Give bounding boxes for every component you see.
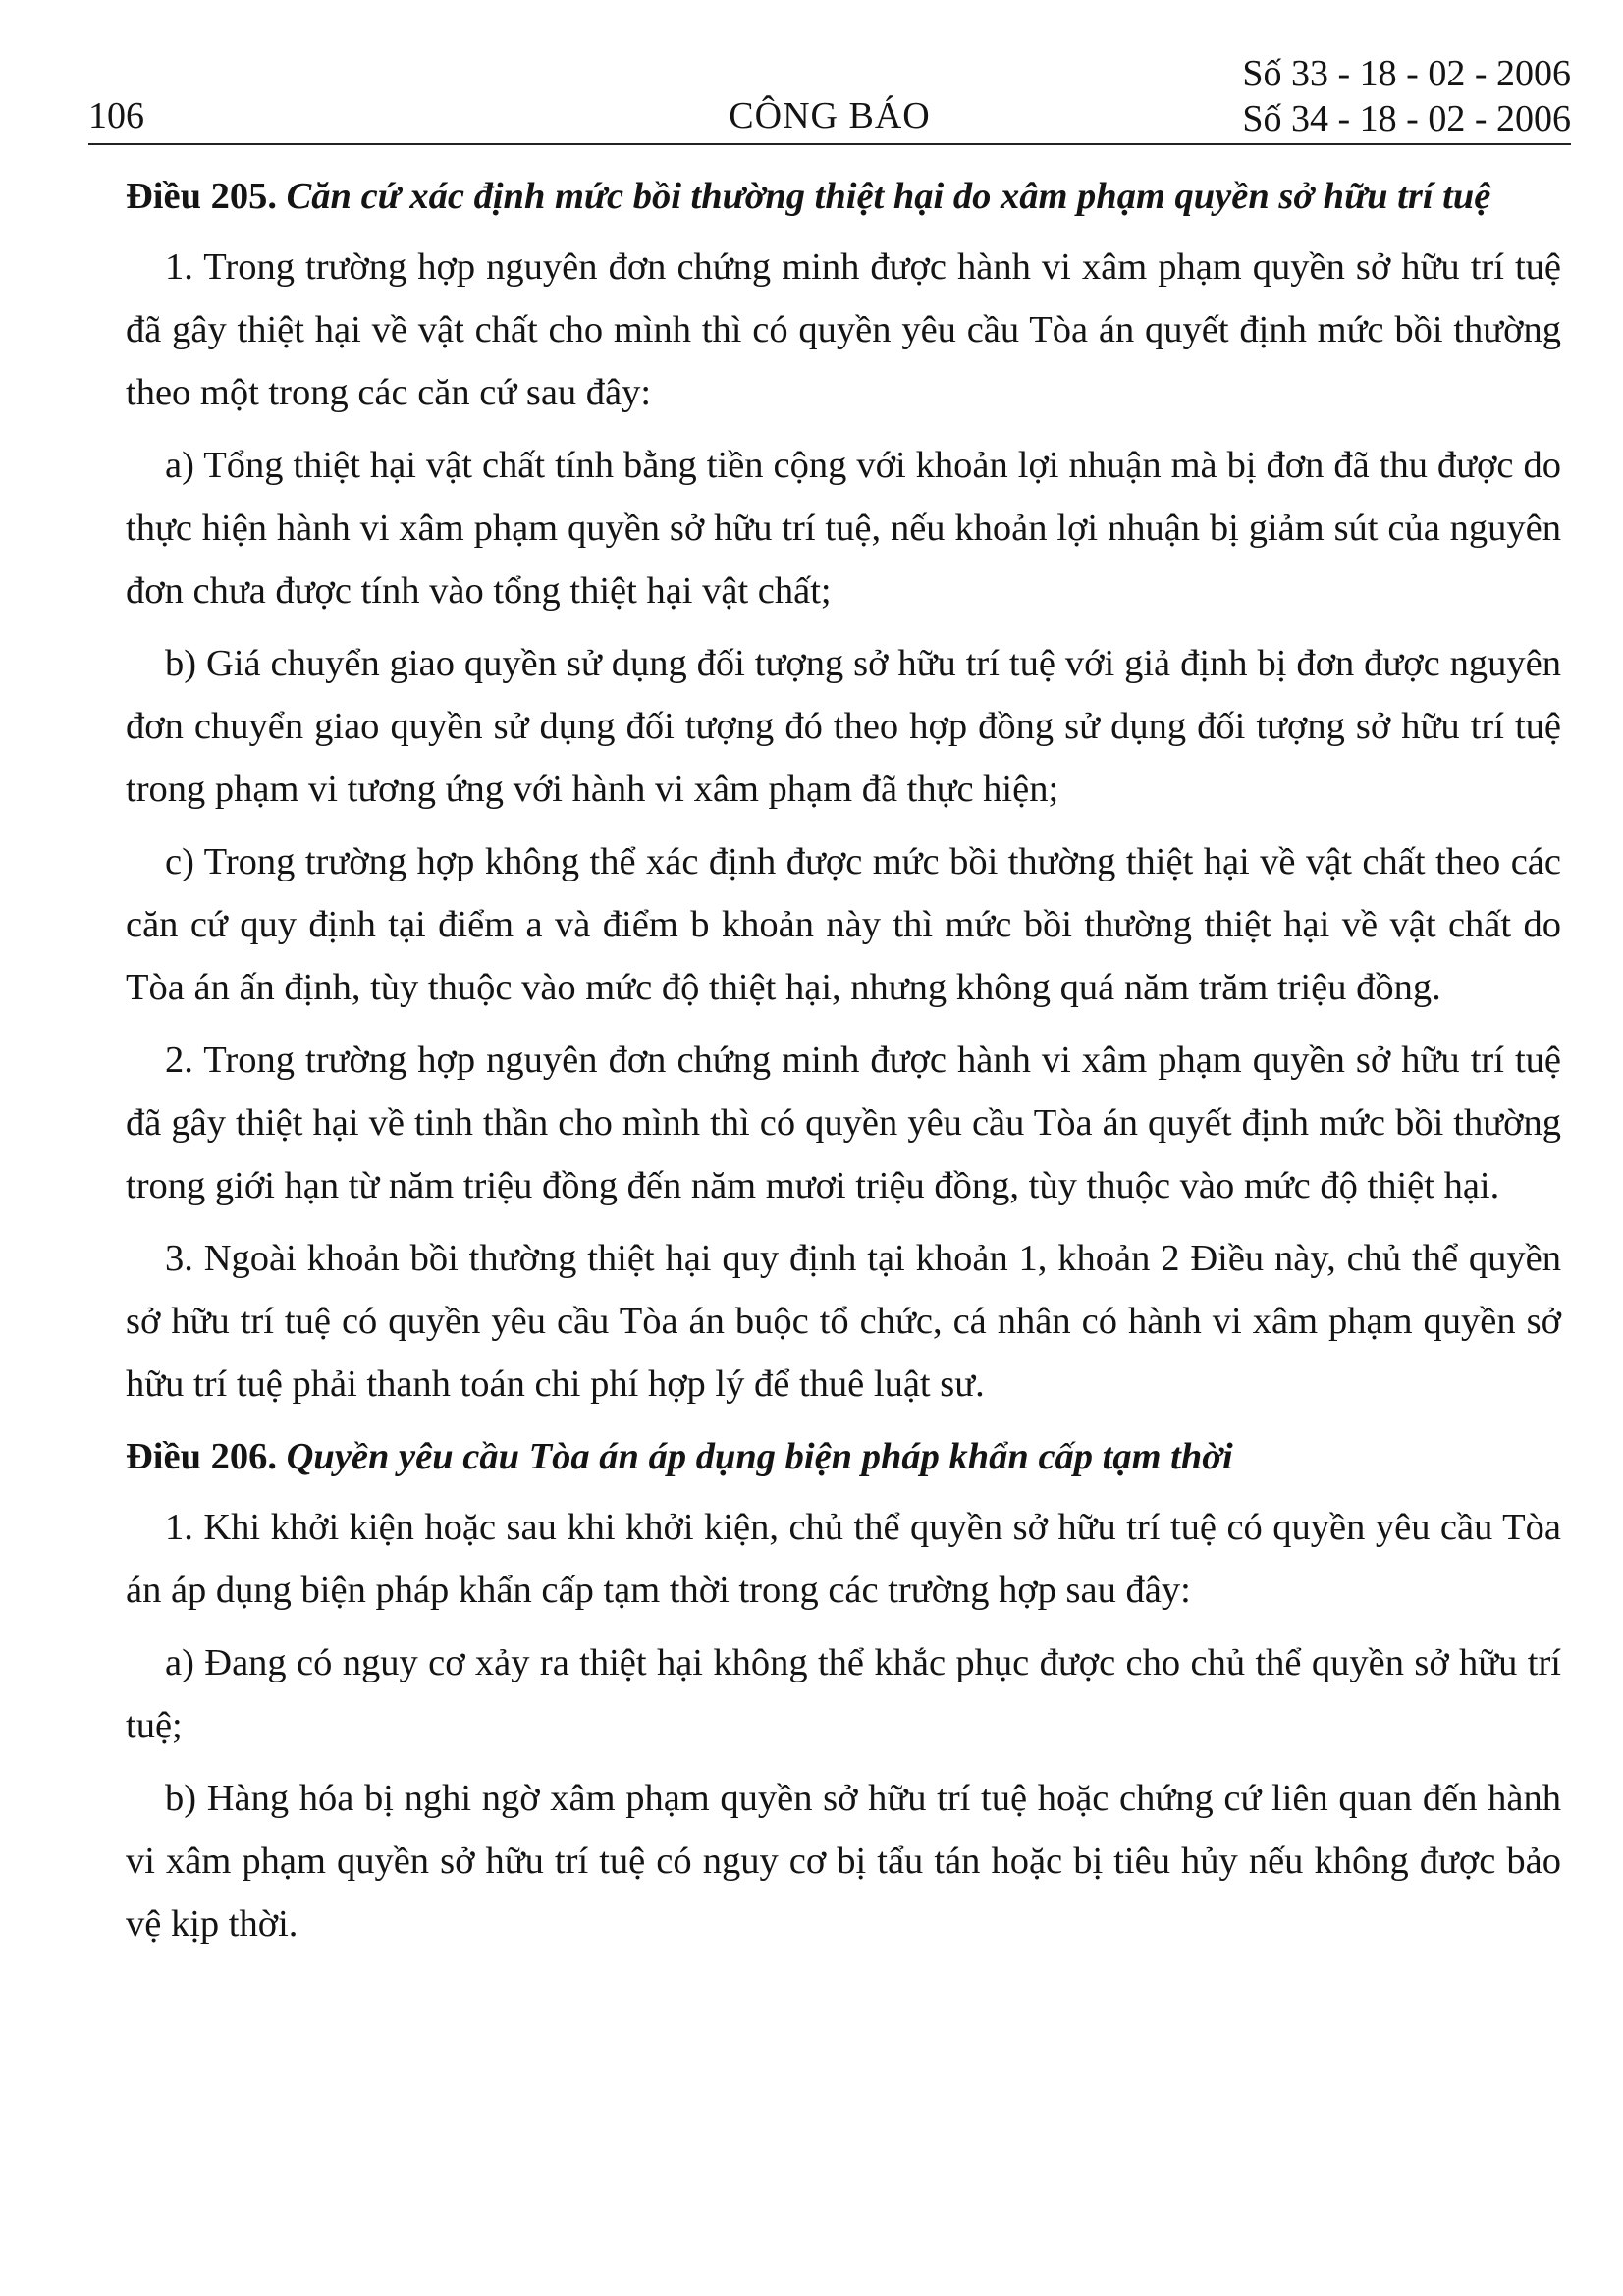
article-heading bbox=[126, 165, 1561, 228]
article-title: Căn cứ xác định mức bồi thường thiệt hại do xâm phạm quyền sở hữu trí tuệ bbox=[286, 176, 1491, 217]
article-paragraph: 1. Khi khởi kiện hoặc sau khi khởi kiện, chủ thể quyền sở hữu trí tuệ có quyền yêu cầu Tòa án áp dụng biện pháp khẩn cấp tạm thời trong các trường hợp sau đây: bbox=[126, 1507, 1561, 1611]
article-paragraph: a) Đang có nguy cơ xảy ra thiệt hại không thể khắc phục được cho chủ thể quyền sở hữu trí tuệ; bbox=[126, 1642, 1561, 1746]
article-paragraph: 1. Trong trường hợp nguyên đơn chứng minh được hành vi xâm phạm quyền sở hữu trí tuệ đã gây thiệt hại về vật chất cho mình thì có quyền yêu cầu Tòa án quyết định mức bồi thường theo một trong các căn cứ sau đây: bbox=[126, 246, 1561, 413]
article-205 bbox=[126, 165, 1561, 1415]
article-paragraph: b) Giá chuyển giao quyền sử dụng đối tượng sở hữu trí tuệ với giả định bị đơn được nguyên đơn chuyển giao quyền sử dụng đối tượng đó theo hợp đồng sử dụng đối tượng sở hữu trí tuệ trong phạm vi tương ứng với hành vi xâm phạm đã thực hiện; bbox=[126, 643, 1561, 810]
page-number: 106 bbox=[88, 95, 144, 136]
document-body bbox=[126, 165, 1561, 1965]
issue-number: Số 34 - 18 - 02 - 2006 bbox=[1242, 98, 1571, 139]
article-206 bbox=[126, 1425, 1561, 1955]
page-header bbox=[88, 51, 1571, 143]
article-number: Điều 206. bbox=[126, 1436, 277, 1477]
article-number: Điều 205. bbox=[126, 176, 277, 217]
issue-numbers bbox=[1242, 51, 1571, 141]
article-paragraph: 3. Ngoài khoản bồi thường thiệt hại quy định tại khoản 1, khoản 2 Điều này, chủ thể quyền sở hữu trí tuệ có quyền yêu cầu Tòa án buộc tổ chức, cá nhân có hành vi xâm phạm quyền sở hữu trí tuệ phải thanh toán chi phí hợp lý để thuê luật sư. bbox=[126, 1238, 1561, 1405]
article-title: Quyền yêu cầu Tòa án áp dụng biện pháp khẩn cấp tạm thời bbox=[286, 1436, 1233, 1477]
issue-number: Số 33 - 18 - 02 - 2006 bbox=[1242, 53, 1571, 94]
article-paragraph: 2. Trong trường hợp nguyên đơn chứng minh được hành vi xâm phạm quyền sở hữu trí tuệ đã gây thiệt hại về tinh thần cho mình thì có quyền yêu cầu Tòa án quyết định mức bồi thường trong giới hạn từ năm triệu đồng đến năm mươi triệu đồng, tùy thuộc vào mức độ thiệt hại. bbox=[126, 1040, 1561, 1206]
header-rule bbox=[88, 143, 1571, 145]
article-paragraph: b) Hàng hóa bị nghi ngờ xâm phạm quyền sở hữu trí tuệ hoặc chứng cứ liên quan đến hành vi xâm phạm quyền sở hữu trí tuệ có nguy cơ bị tẩu tán hoặc bị tiêu hủy nếu không được bảo vệ kịp thời. bbox=[126, 1778, 1561, 1945]
publication-name: CÔNG BÁO bbox=[729, 95, 931, 136]
article-paragraph: a) Tổng thiệt hại vật chất tính bằng tiền cộng với khoản lợi nhuận mà bị đơn đã thu được do thực hiện hành vi xâm phạm quyền sở hữu trí tuệ, nếu khoản lợi nhuận bị giảm sút của nguyên đơn chưa được tính vào tổng thiệt hại vật chất; bbox=[126, 445, 1561, 612]
article-paragraph: c) Trong trường hợp không thể xác định được mức bồi thường thiệt hại về vật chất theo các căn cứ quy định tại điểm a và điểm b khoản này thì mức bồi thường thiệt hại về vật chất do Tòa án ấn định, tùy thuộc vào mức độ thiệt hại, nhưng không quá năm trăm triệu đồng. bbox=[126, 841, 1561, 1008]
article-heading bbox=[126, 1425, 1561, 1488]
